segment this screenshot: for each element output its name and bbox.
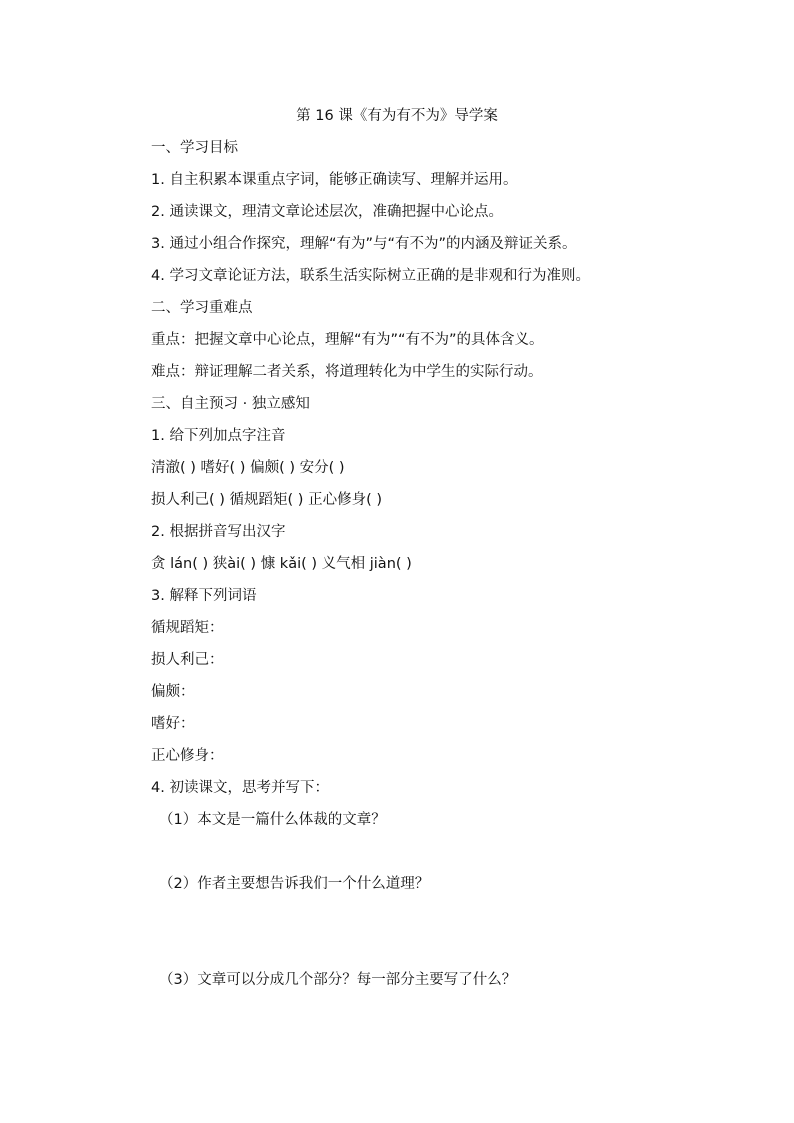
hanzi-exercise-line: 贪 lán( ) 狭ài( ) 慷 kǎi( ) 义气相 jiàn( ) — [151, 556, 412, 572]
term-item: 偏颇： — [151, 684, 195, 700]
question-4-sub: （3）文章可以分成几个部分？每一部分主要写了什么？ — [159, 972, 517, 988]
section-heading-goals: 一、学习目标 — [151, 140, 238, 156]
question-4-sub: （2）作者主要想告诉我们一个什么道理？ — [159, 876, 430, 892]
question-4-title: 4. 初读课文，思考并写下： — [151, 780, 329, 796]
term-item: 循规蹈矩： — [151, 620, 224, 636]
goal-item: 4. 学习文章论证方法，联系生活实际树立正确的是非观和行为准则。 — [151, 268, 590, 284]
term-item: 正心修身： — [151, 748, 224, 764]
term-item: 嗜好： — [151, 716, 195, 732]
section-heading-keypoints: 二、学习重难点 — [151, 300, 253, 316]
question-4-sub: （1）本文是一篇什么体裁的文章？ — [159, 812, 386, 828]
section-heading-preview: 三、自主预习 · 独立感知 — [151, 396, 310, 412]
goal-item: 3. 通过小组合作探究，理解“有为”与“有不为”的内涵及辩证关系。 — [151, 236, 577, 252]
question-2-title: 2. 根据拼音写出汉字 — [151, 524, 286, 540]
term-item: 损人利己： — [151, 652, 224, 668]
pinyin-exercise-line-2: 损人利己( ) 循规蹈矩( ) 正心修身( ) — [151, 492, 382, 508]
key-point: 重点：把握文章中心论点，理解“有为”“有不为”的具体含义。 — [151, 332, 544, 348]
pinyin-exercise-line-1: 清澈( ) 嗜好( ) 偏颇( ) 安分( ) — [151, 460, 345, 476]
difficult-point: 难点：辩证理解二者关系，将道理转化为中学生的实际行动。 — [151, 364, 543, 380]
page-title: 第 16 课《有为有不为》导学案 — [296, 108, 498, 124]
goal-item: 1. 自主积累本课重点字词，能够正确读写、理解并运用。 — [151, 172, 518, 188]
goal-item: 2. 通读课文，理清文章论述层次，准确把握中心论点。 — [151, 204, 503, 220]
question-3-title: 3. 解释下列词语 — [151, 588, 257, 604]
question-1-title: 1. 给下列加点字注音 — [151, 428, 286, 444]
